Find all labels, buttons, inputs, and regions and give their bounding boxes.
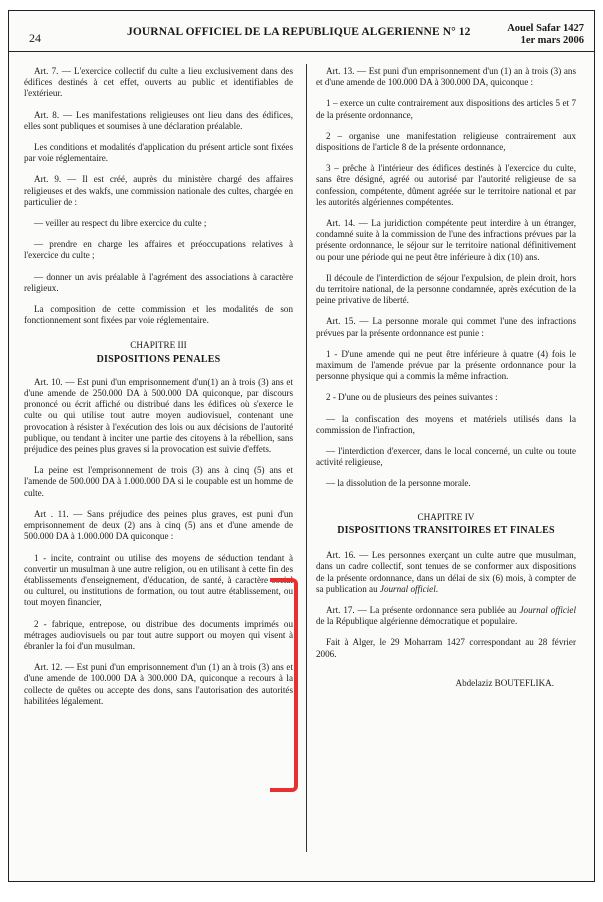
date-hijri: Aouel Safar 1427 bbox=[507, 23, 584, 34]
journal-officiel-ref: Journal officiel bbox=[379, 583, 436, 594]
page-header bbox=[9, 11, 594, 52]
article-14-paragraph: Il découle de l'interdiction de séjour l'expulsion, de plein droit, hors du territoire national, de la personne condamnée, après exécution de la peine privative de liberté. bbox=[316, 272, 576, 306]
chapter-3-heading: CHAPITRE III bbox=[130, 340, 187, 351]
article-15-item: — la dissolution de la personne morale. bbox=[326, 478, 471, 489]
article-13-item: 1 – exerce un culte contrairement aux dispositions des articles 5 et 7 de la présente ordonnance, bbox=[316, 98, 576, 120]
right-column bbox=[316, 66, 576, 689]
article-15-item: 1 - D'une amende qui ne peut être inférieure à quatre (4) fois le maximum de l'amende prévue par la présente ordonnance pour la personne physique qui a commis la même infraction. bbox=[316, 348, 576, 382]
article-16 bbox=[316, 550, 576, 595]
chapter-4-heading: CHAPITRE IV bbox=[417, 511, 475, 522]
article-9-item: — veiller au respect du libre exercice du culte ; bbox=[34, 218, 207, 229]
article-15: Art. 15. — La personne morale qui commet l'une des infractions prévues par la présente ordonnance est punie : bbox=[316, 316, 576, 338]
article-13: Art. 13. — Est puni d'un emprisonnement d'un (1) an à trois (3) ans et d'une amende de 100.000 DA à 300.000 DA, quiconque : bbox=[316, 66, 576, 88]
article-15-item: — l'interdiction d'exercer, dans le local concerné, un culte ou toute activité religieuse, bbox=[316, 446, 576, 468]
article-9: Art. 9. — Il est créé, auprès du ministère chargé des affaires religieuses et des wakfs, une commission nationale des cultes, chargée en particulier de : bbox=[24, 174, 293, 207]
journal-officiel-ref: Journal officiel bbox=[519, 604, 576, 615]
article-13-item: 3 – prêche à l'intérieur des édifices destinés à l'exercice du culte, sans être désigné, agréé ou autorisé par l'autorité religieuse de sa confession, compétente, dûment agréée sur le territoire national et par les autorités algériennes compétentes. bbox=[316, 163, 576, 207]
article-16-end: . bbox=[435, 583, 439, 594]
article-17 bbox=[316, 605, 576, 627]
article-8-paragraph: Les conditions et modalités d'application du présent article sont fixées par voie réglementaire. bbox=[24, 142, 293, 164]
journal-title: JOURNAL OFFICIEL DE LA REPUBLIQUE ALGERIENNE N° 12 bbox=[127, 26, 471, 38]
article-12: Art. 12. — Est puni d'un emprisonnement d'un (1) an à trois (3) ans et d'une amende de 100.000 DA à 300.000 DA, quiconque a recours à la collecte de quêtes ou accepte des dons, sans l'autorisation des autorités habilitées légalement. bbox=[24, 662, 293, 706]
column-divider bbox=[306, 64, 307, 852]
article-10-paragraph: La peine est l'emprisonnement de trois (3) ans à cinq (5) ans et l'amende de 500.000 DA à 1.000.000 DA si le coupable est un homme de culte. bbox=[24, 465, 293, 498]
signing-place-date: Fait à Alger, le 29 Moharram 1427 correspondant au 28 février 2006. bbox=[316, 637, 576, 659]
article-9-item: — donner un avis préalable à l'agrément des associations à caractère religieux. bbox=[24, 271, 293, 293]
page-number: 24 bbox=[29, 31, 41, 45]
article-8: Art. 8. — Les manifestations religieuses ont lieu dans des édifices, elles sont publiques et soumises à une déclaration préalable. bbox=[24, 109, 293, 131]
article-10: Art. 10. — Est puni d'un emprisonnement d'un(1) an à trois (3) ans et d'une amende de 250.000 DA à 500.000 DA quiconque, par discours prononcé ou écrit affiché ou distribué dans les édifices où s'exerce le culte ou qui utilise tout autre moyen audiovisuel, contenant une provocation à résister à l'exécution des lois ou aux décisions de l'autorité publique, ou tendant à inciter une partie des citoyens à la rébellion, sans préjudice des peines plus graves si la provocation est suivie d'effets. bbox=[24, 376, 293, 455]
article-9-paragraph: La composition de cette commission et les modalités de son fonctionnement sont fixées par voie réglementaire. bbox=[24, 304, 293, 326]
article-16-text: Art. 16. — Les personnes exerçant un culte autre que musulman, dans un cadre collectif, sont tenues de se conformer aux dispositions de la présente ordonnance, dans un délai de six (6) mois, à compter de sa publication au bbox=[316, 550, 576, 594]
article-14: Art. 14. — La juridiction compétente peut interdire à un étranger, condamné suite à la commission de l'une des infractions prévues par la présente ordonnance, le séjour sur le territoire national définitivement ou pour une période qui ne peut être inférieure à dix (10) ans. bbox=[316, 218, 576, 262]
article-9-item: — prendre en charge les affaires et préoccupations relatives à l'exercice du culte ; bbox=[24, 239, 293, 261]
article-17-text: Art. 17. — La présente ordonnance sera publiée au bbox=[326, 604, 517, 615]
article-17-end: de la République algérienne démocratique et populaire. bbox=[316, 616, 518, 627]
signature: Abdelaziz BOUTEFLIKA. bbox=[455, 677, 554, 688]
date-gregorian: 1er mars 2006 bbox=[520, 35, 584, 46]
article-7: Art. 7. — L'exercice collectif du culte a lieu exclusivement dans des édifices destinés à cet effet, ouverts au public et identifiables de l'extérieur. bbox=[24, 66, 293, 99]
article-15-item: 2 - D'une ou de plusieurs des peines suivantes : bbox=[326, 392, 498, 403]
article-13-item: 2 – organise une manifestation religieuse contrairement aux dispositions de l'article 8 de la présente ordonnance, bbox=[316, 130, 576, 153]
article-11: Art . 11. — Sans préjudice des peines plus graves, est puni d'un emprisonnement de deux (2) ans à cinq (5) ans et d'une amende de 500.000 DA à 1.000.000 DA quiconque : bbox=[24, 508, 293, 542]
chapter-4-title: DISPOSITIONS TRANSITOIRES ET FINALES bbox=[337, 524, 555, 536]
article-15-item: — la confiscation des moyens et matériels utilisés dans la commission de l'infraction, bbox=[316, 413, 576, 435]
article-11-item: 2 - fabrique, entrepose, ou distribue des documents imprimés ou métrages audiovisuels ou par tout autre support ou moyen qui visent à ébranler la foi d'un musulman. bbox=[24, 618, 293, 651]
article-11-item: 1 - incite, contraint ou utilise des moyens de séduction tendant à convertir un musulman à une autre religion, ou en utilisant à cette fin des établissements d'enseignement, d'éducation, de santé, à caractère social ou culturel, ou institutions de formation, ou tout autre établissement, ou tout moyen financier, bbox=[24, 552, 293, 608]
red-annotation-bracket bbox=[270, 578, 298, 792]
chapter-3-title: DISPOSITIONS PENALES bbox=[96, 353, 221, 365]
issue-date bbox=[507, 23, 584, 47]
left-column bbox=[24, 66, 293, 717]
